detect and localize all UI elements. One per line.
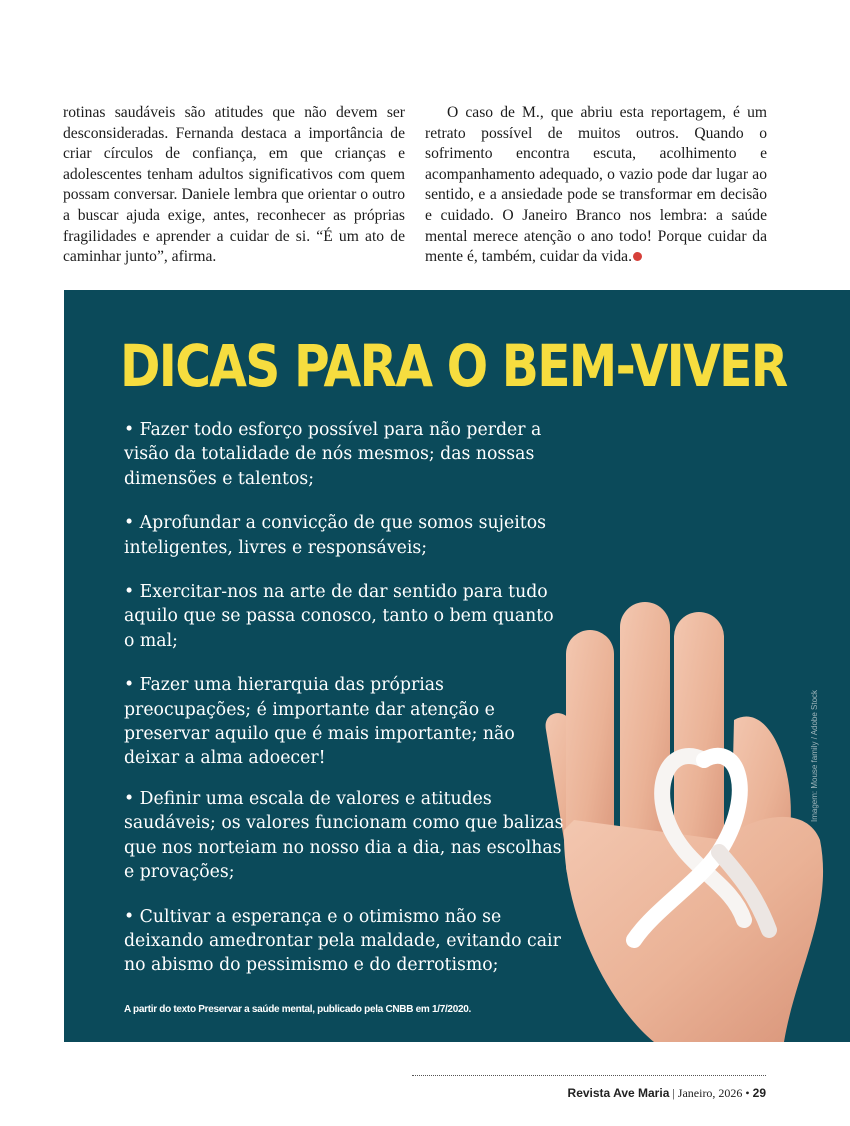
article-paragraph <box>425 103 767 268</box>
article-paragraph-text: O caso de M., que abriu esta reportagem, é um retrato possível de muitos outros. Quando o sofrimento encontra escuta, acolhimento e acompanhamento adequado, o vazio pode dar lugar ao sentido, e a ansiedade pode se transformar em decisão e cuidado. O Janeiro Branco nos lembra: a saúde mental merece atenção o ano todo! Porque cuidar da mente é, também, cuidar da vida. <box>425 104 767 266</box>
tips-box <box>64 290 850 1042</box>
tip-item: • Exercitar-nos na arte de dar sentido para tudo aquilo que se passa conosco, tanto o bem quanto o mal; <box>124 582 554 651</box>
footer-date: Janeiro, 2026 • <box>677 1086 750 1100</box>
tips-box-title: DICAS PARA O BEM-VIVER <box>120 332 787 400</box>
tips-list <box>124 418 564 998</box>
hand-ribbon-illustration <box>534 590 850 1042</box>
article-column-left <box>63 103 405 268</box>
tip-item: • Fazer uma hierarquia das próprias preocupações; é importante dar atenção e preservar aquilo que é mais importante; não deixar a alma adoecer! <box>124 675 515 769</box>
page-footer <box>568 1086 766 1101</box>
page-number: 29 <box>752 1086 766 1100</box>
end-dot-icon <box>633 252 642 261</box>
tip-item: • Cultivar a esperança e o otimismo não se deixando amedrontar pela maldade, evitando cair no abismo do pessimismo e do derrotismo; <box>124 906 561 976</box>
footer-separator: | <box>672 1086 675 1100</box>
article-column-right <box>425 103 767 268</box>
photo-credit: Imagem: Mouse family / Adobe Stock <box>810 689 819 822</box>
tips-source: A partir do texto Preservar a saúde mental, publicado pela CNBB em 1/7/2020. <box>124 1004 471 1015</box>
tip-item: • Definir uma escala de valores e atitudes saudáveis; os valores funcionam como que balizas que nos norteiam no nosso dia a dia, nas escolhas e provações; <box>124 788 564 883</box>
tip-item: • Fazer todo esforço possível para não perder a visão da totalidade de nós mesmos; das nossas dimensões e talentos; <box>124 420 542 489</box>
footer-magazine: Revista Ave Maria <box>567 1086 670 1100</box>
article-paragraph: rotinas saudáveis são atitudes que não devem ser desconsideradas. Fernanda destaca a importância de criar círculos de confiança, em que crianças e adolescentes tenham adultos significativos com quem possam conversar. Daniele lembra que orientar o outro a buscar ajuda exige, antes, reconhecer as próprias fragilidades e aprender a cuidar de si. “É um ato de caminhar junto”, afirma. <box>63 104 405 266</box>
footer-divider <box>412 1075 766 1076</box>
tip-item: • Aprofundar a convicção de que somos sujeitos inteligentes, livres e responsáveis; <box>124 513 546 558</box>
